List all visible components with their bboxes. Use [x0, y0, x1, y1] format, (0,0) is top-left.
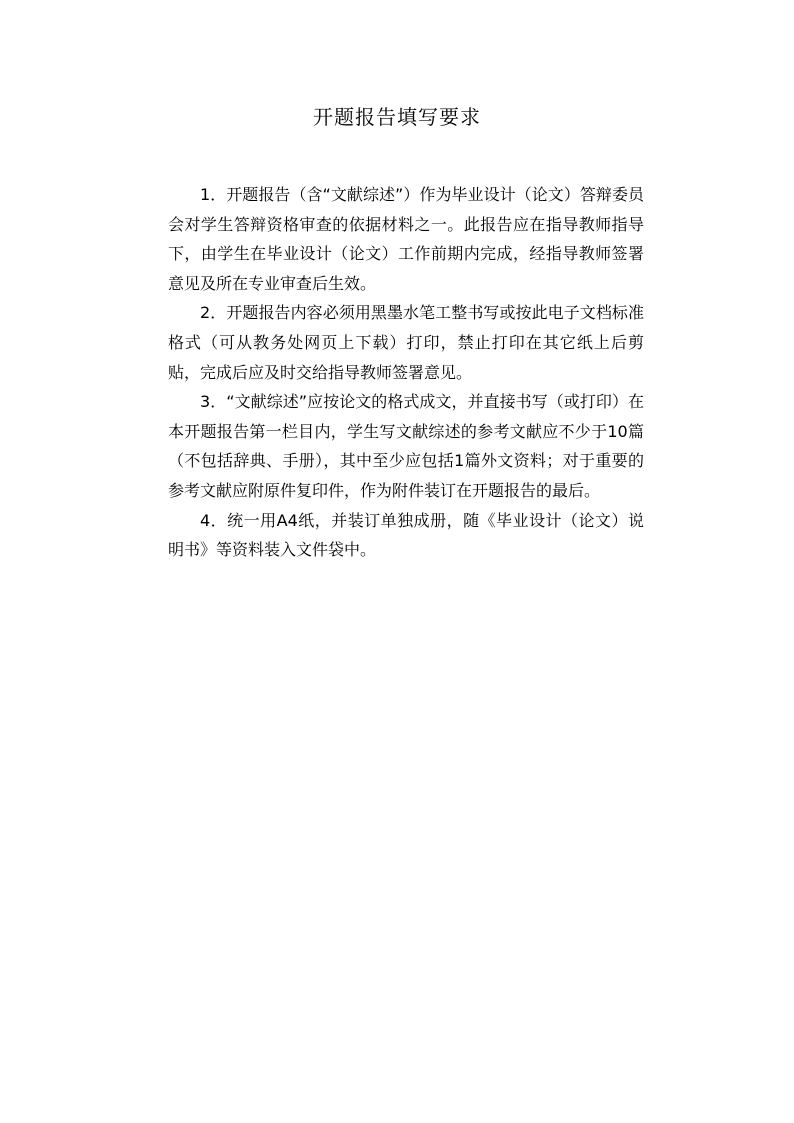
- requirement-paragraph-4: 4．统一用A4纸，并装订单独成册，随《毕业设计（论文）说明书》等资料装入文件袋中。: [168, 510, 644, 560]
- requirements-list: [168, 180, 644, 565]
- requirement-paragraph-2: 2．开题报告内容必须用黑墨水笔工整书写或按此电子文档标准格式（可从教务处网页上下载）打印，禁止打印在其它纸上后剪贴，完成后应及时交给指导教师签署意见。: [168, 303, 644, 382]
- page-title: 开题报告填写要求: [313, 105, 481, 129]
- requirement-paragraph-1: 1．开题报告（含“文献综述”）作为毕业设计（论文）答辩委员会对学生答辩资格审查的依据材料之一。此报告应在指导教师指导下，由学生在毕业设计（论文）工作前期内完成，经指导教师签署意见及所在专业审查后生效。: [168, 185, 644, 293]
- requirement-paragraph-3: 3．“文献综述”应按论文的格式成文，并直接书写（或打印）在本开题报告第一栏目内，学生写文献综述的参考文献应不少于10篇（不包括辞典、手册），其中至少应包括1篇外文资料；对于重要的参考文献应附原件复印件，作为附件装订在开题报告的最后。: [168, 392, 644, 500]
